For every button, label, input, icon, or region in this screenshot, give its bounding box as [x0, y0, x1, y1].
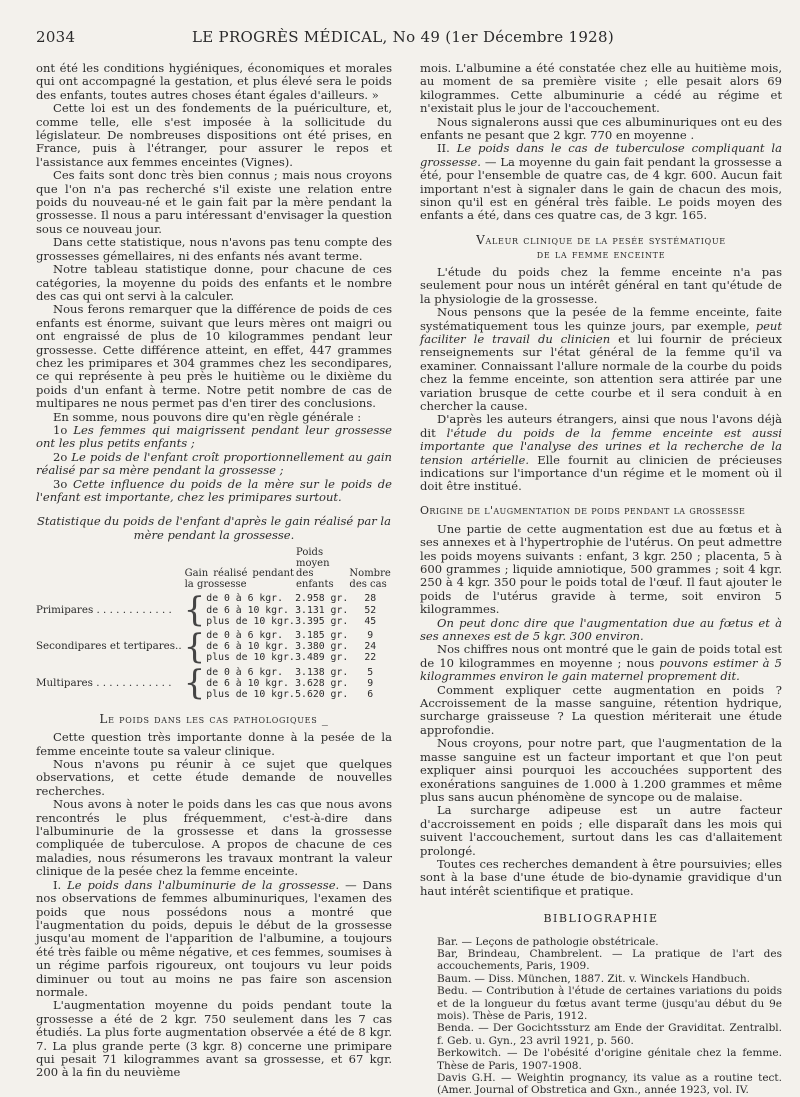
- brace: {: [183, 590, 206, 631]
- header-cell: Nombre des cas: [349, 568, 391, 590]
- paragraph: Cette question très importante donne à la pesée de la femme enceinte toute sa valeur clinique.: [36, 730, 392, 758]
- count-cell: 9: [367, 630, 374, 642]
- weight-cell: 3.489 gr.: [295, 652, 349, 664]
- left-column: [36, 62, 392, 1080]
- conclusion-item: [36, 424, 392, 451]
- heading-line: de la femme enceinte: [536, 246, 666, 261]
- emphasis-text: peut faciliter le travail du clinicien: [420, 318, 783, 346]
- header-cell: [36, 547, 184, 593]
- paragraph-text: Nos chiffres nous ont montré que le gain de poids total est de 10 kilogrammes en moyenne ; nous: [420, 642, 782, 670]
- count-cell: 45: [364, 615, 377, 627]
- paragraph: Cette loi est un des fondements de la puériculture, et, comme telle, elle s'est imposée à la sollicitude du législateur. De nombreuses dispositions ont été prises, en France, puis à l'étranger, pour assurer le repos et l'assistance aux femmes enceintes (Vignes).: [36, 101, 392, 169]
- paragraph: Ces faits sont donc très bien connus ; mais nous croyons que l'on n'a pas recherché s'il existe une relation entre poids du nouveau-né et le gain fait par la mère pendant la grossesse. Il nous a paru intéressant d'envisager la question sous ce nouveau jour.: [36, 168, 392, 236]
- statistics-table: [36, 547, 392, 704]
- section-number: I.: [53, 877, 62, 892]
- weight-cell: 3.185 gr.: [295, 630, 349, 642]
- table-row: [36, 667, 392, 678]
- bibliography-heading: BIBLIOGRAPHIE: [543, 912, 659, 926]
- paragraph: [36, 879, 392, 1000]
- section-number: II.: [437, 141, 450, 156]
- count-cell: 22: [364, 652, 377, 664]
- count-cell: 28: [364, 593, 377, 605]
- range-cell: de 0 à 6 kgr.: [206, 593, 283, 605]
- paragraph: Notre tableau statistique donne, pour chacune de ces catégories, la moyenne du poids des enfants et le nombre des cas qui ont servi à la calculer.: [36, 262, 392, 303]
- weight-cell: 3.138 gr.: [295, 666, 349, 678]
- paragraph: Nous avons à noter le poids dans les cas que nous avons rencontrés le plus fréquemment, c'est-à-dire dans l'albuminurie de la grossesse et dans la grossesse compliquée de tuberculose. A propos de chacune de ces maladies, nous résumerons les travaux montrant la valeur clinique de la pesée chez la femme enceinte.: [36, 797, 392, 879]
- paragraph: Nous ferons remarquer que la différence de poids de ces enfants est énorme, suivant que leurs mères ont maigri ou ont engraissé de plus de 10 kilogrammes pendant leur grossesse. Cette différence atteint, en effet, 447 grammes chez les primipares et 304 grammes chez les secondipares, ce qui représente à peu près le huitième ou le dixième du poids d'un enfant à terme. Notre petit nombre de cas de multipares ne nous permet pas d'en tirer des conclusions.: [36, 302, 392, 411]
- paragraph-text: — La moyenne du gain fait pendant la grossesse a été, pour l'ensemble de quatre cas, de 4 kgr. 600. Aucun fait important n'est à signaler dans le gain de chacun des mois, sinon qu'il est en général très faible. Le poids moyen des enfants a été, dans ces quatre cas, de 3 kgr. 165.: [420, 154, 783, 223]
- bibliography-entry: Berkowitch. — De l'obésité d'origine génitale chez la femme. Thèse de Paris, 1907-1908.: [437, 1047, 782, 1072]
- item-number: 1o: [53, 422, 68, 437]
- range-cell: plus de 10 kgr.: [206, 652, 295, 664]
- paragraph: Nous croyons, pour notre part, que l'augmentation de la masse sanguine est un facteur important et que l'on peut expliquer ainsi pourquoi les accouchées supportent des exonérations sanguines de 1.000 à 1.200 grammes et même plus sans aucun phénomène de syncope ou de malaise.: [420, 736, 782, 804]
- item-number: 3o: [53, 476, 68, 491]
- range-cell: de 0 à 6 kgr.: [206, 666, 283, 678]
- brace: {: [183, 663, 206, 704]
- brace: {: [183, 626, 206, 667]
- paragraph: Nous signalerons aussi que ces albuminuriques ont eu des enfants ne pesant que 2 kgr. 770 en moyenne .: [420, 114, 782, 143]
- bibliography-entry: Davis G.H. — Weightin prognancy, its value as a routine tect. (Amer. Journal of Obstretica and Gxn., année 1923, vol. IV.: [437, 1072, 782, 1097]
- header-cell: Gain réalisé pendant la grossesse: [184, 568, 294, 590]
- conclusion-item: [36, 451, 392, 478]
- weight-cell: 3.395 gr.: [295, 615, 349, 627]
- range-cell: de 0 à 6 kgr.: [206, 630, 283, 642]
- group-label: Primipares . . . . . . . . . . . .: [36, 603, 172, 616]
- paragraph: Nous n'avons pu réunir à ce sujet que quelques observations, et cette étude demande de nouvelles recherches.: [36, 757, 392, 798]
- paragraph: ont été les conditions hygiéniques, économiques et morales qui ont accompagné la gestation, et plus élevé sera le poids des enfants, toutes autres choses étant égales d'ailleurs. »: [36, 61, 392, 102]
- bibliography-entry: Bedu. — Contribution à l'étude de certaines variations du poids et de la longueur du fœtus avant terme (jusqu'au début du 9e mois). Thèse de Paris, 1912.: [437, 985, 782, 1022]
- emphasis-text: pouvons estimer à 5 kilogrammes environ le gain maternel proprement dit.: [420, 655, 782, 684]
- page-header: [36, 28, 770, 48]
- item-text: Le poids de l'enfant croît proportionnellement au gain réalisé par sa mère pendant la grossesse ;: [36, 449, 392, 478]
- count-cell: 52: [364, 604, 377, 616]
- paragraph-text: — Dans nos observations de femmes albuminuriques, l'examen des poids que nous possédons nous a montré que l'augmentation du poids, depuis le début de la grossesse jusqu'au moment de l'apparition de l'albumine, a toujours été très faible ou même négative, et ces femmes, soumises à un régime parfois rigoureux, ont toujours vu leur poids diminuer ou tout au moins ne pas faire son ascension normale.: [36, 877, 392, 999]
- group-label: Multipares . . . . . . . . . . . .: [36, 676, 172, 689]
- table-row: [36, 630, 392, 641]
- range-cell: de 6 à 10 kgr.: [206, 604, 289, 616]
- range-cell: plus de 10 kgr.: [206, 689, 295, 701]
- heading-line: Valeur clinique de la pesée systématique: [476, 232, 726, 247]
- paragraph: L'augmentation moyenne du poids pendant toute la grossesse a été de 2 kgr. 750 seulement dans les 7 cas étudiés. La plus forte augmentation observée a été de 8 kgr. 7. La plus grande perte (3 kgr. 8) concerne une primipare qui pesait 71 kilogrammes avant sa grossesse, et 67 kgr. 200 à la fin du neuvième: [36, 998, 392, 1080]
- weight-cell: 5.620 gr.: [295, 689, 349, 701]
- paragraph: [420, 617, 782, 644]
- section-heading: Le poids dans les cas pathologiques _: [99, 712, 329, 727]
- section-heading: [420, 233, 782, 261]
- paragraph: Toutes ces recherches demandent à être poursuivies; elles sont à la base d'une étude de bio-dynamie gravidique d'un haut intérêt scientifique et pratique.: [420, 856, 782, 898]
- paragraph: En somme, nous pouvons dire qu'en règle générale :: [53, 409, 362, 424]
- bibliography-entry: Bar. — Leçons de pathologie obstétricale.: [437, 935, 659, 948]
- range-cell: plus de 10 kgr.: [206, 615, 295, 627]
- item-text: Les femmes qui maigrissent pendant leur grossesse ont les plus petits enfants ;: [36, 422, 393, 451]
- table-caption: Statistique du poids de l'enfant d'après le gain réalisé par la mère pendant la grossesse.: [37, 514, 391, 542]
- paragraph: Comment expliquer cette augmentation en poids ? Accroissement de la masse sanguine, rétention hydrique, surcharge graisseuse ? La question mériterait une étude approfondie.: [420, 682, 782, 737]
- item-number: 2o: [53, 449, 68, 464]
- item-text: Cette influence du poids de la mère sur le poids de l'enfant est importante, chez les primipares surtout.: [36, 476, 393, 504]
- paragraph: L'étude du poids chez la femme enceinte n'a pas seulement pour nous un intérêt général en tant qu'étude de la physiologie de la grossesse.: [420, 264, 782, 306]
- count-cell: 9: [367, 677, 374, 689]
- paragraph: [420, 643, 782, 683]
- group-label: Secondipares et tertipares..: [36, 640, 182, 653]
- paragraph: Dans cette statistique, nous n'avons pas tenu compte des grossesses gémellaires, ni des enfants nés avant terme.: [36, 235, 392, 263]
- table-header-row: [36, 547, 392, 593]
- bibliography-entry: Bar, Brindeau, Chambrelent. — La pratique de l'art des accouchements, Paris, 1909.: [437, 947, 782, 973]
- bibliography-entry: Baum. — Diss. München, 1887. Zit. v. Winckels Handbuch.: [437, 972, 750, 985]
- paragraph: [420, 306, 782, 413]
- range-cell: de 6 à 10 kgr.: [206, 677, 289, 689]
- paragraph: La surcharge adipeuse est un autre facteur d'accroissement en poids ; elle disparaît dans les mois qui suivent l'accouchement, surtout dans les cas d'allaitement prolongé.: [420, 803, 782, 858]
- running-title: LE PROGRÈS MÉDICAL, No 49 (1er Décembre 1928): [191, 28, 615, 46]
- paragraph: [420, 142, 782, 222]
- subsection-title: Le poids dans le cas de tuberculose compliquant la grossesse.: [420, 141, 783, 169]
- paragraph-text: Elle fournit au clinicien de précieuses indications sur l'importance d'un régime et le moment où il doit être institué.: [420, 452, 782, 494]
- count-cell: 24: [364, 641, 377, 653]
- paragraph-text: et lui fournir de précieux renseignements sur l'état général de la femme qu'il va examiner. Connaissant l'allure normale de la courbe du poids chez la femme enceinte, son attention sera attirée par une variation brusque de cette courbe et il sera conduit à en chercher la cause.: [420, 331, 783, 413]
- paragraph: Une partie de cette augmentation est due au fœtus et à ses annexes et à l'hypertrophie de l'utérus. On peut admettre les poids moyens suivants : enfant, 3 kgr. 250 ; placenta, 5 à 600 grammes ; liquide amniotique, 500 grammes ; soit 4 kgr. 250 à 4 kgr. 350 pour le poids total de l'œuf. Il faut ajouter le poids de l'utérus gravide à terme, soit environ 5 kilogrammes.: [420, 521, 782, 617]
- weight-cell: 3.628 gr.: [295, 677, 349, 689]
- paragraph: [420, 413, 782, 493]
- range-cell: de 6 à 10 kgr.: [206, 641, 289, 653]
- conclusion-item: [36, 478, 392, 505]
- paragraph: mois. L'albumine a été constatée chez elle au huitième mois, au moment de sa première visite ; elle pesait alors 69 kilogrammes. Cette albuminurie a cédé au régime et n'existait plus le jour de l'accouchement.: [420, 61, 782, 116]
- page-number: 2034: [36, 28, 76, 46]
- table-body: [36, 590, 392, 704]
- count-cell: 5: [367, 666, 374, 678]
- paragraph-text: D'après les auteurs étrangers, ainsi que nous l'avons déjà dit: [420, 412, 782, 440]
- weight-cell: 2.958 gr.: [295, 593, 349, 605]
- count-cell: 6: [367, 689, 374, 701]
- table-row: [36, 593, 392, 604]
- bibliography-list: [420, 936, 782, 1097]
- emphasis-text: On peut donc dire que l'augmentation due au fœtus et à ses annexes est de 5 kgr. 300 environ.: [420, 615, 782, 644]
- emphasis-text: l'étude du poids de la femme enceinte est aussi importante que l'analyse des urines et la recherche de la tension artérielle.: [420, 425, 782, 467]
- weight-cell: 3.380 gr.: [295, 641, 349, 653]
- weight-cell: 3.131 gr.: [295, 604, 349, 616]
- header-cell: Poids moyen des enfants: [296, 547, 334, 590]
- section-heading: Origine de l'augmentation de poids pendant la grossesse: [420, 503, 746, 517]
- bibliography-entry: Benda. — Der Gocichtssturz am Ende der Graviditat. Zentralbl. f. Geb. u. Gyn., 23 avril 1921, p. 560.: [437, 1022, 782, 1047]
- right-column: [420, 62, 782, 1097]
- paragraph-text: Nous pensons que la pesée de la femme enceinte, faite systématiquement tous les quinze jours, par exemple,: [420, 305, 782, 333]
- subsection-title: Le poids dans l'albuminurie de la grossesse.: [67, 877, 340, 892]
